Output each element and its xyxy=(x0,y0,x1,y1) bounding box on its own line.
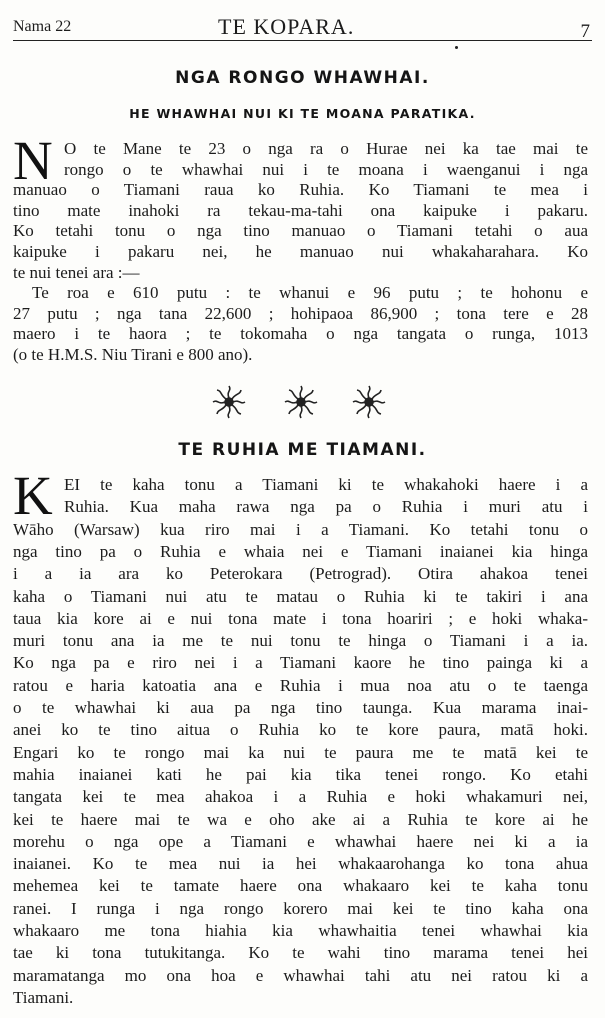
text-line: 27 putu ; nga tana 22,600 ; hohipaoa 86,900 ; tona tere e 28 xyxy=(13,303,588,323)
text-line: inaianei. Ko te mea nui ia hei whakaarohanga ko tona ahua xyxy=(13,854,588,874)
text-line: O te Mane te 23 o nga ra o Hurae nei ka tae mai te xyxy=(64,139,588,158)
issue-number: Nama 22 xyxy=(13,18,72,35)
article1-title: NGA RONGO WHAWHAI. xyxy=(175,68,430,88)
article1-subtitle: HE WHAWHAI NUI KI TE MOANA PARATIKA. xyxy=(129,106,476,121)
text-line: ratou e haria katoatia ana e Ruhia i mua noa atu o te taenga xyxy=(13,675,588,695)
text-line: kaha o Tiamani nui atu te matau o Ruhia ki te takiri i ana xyxy=(13,586,588,606)
text-line: i a ia ara ko Peterokara (Petrograd). Otira ahakoa tenei xyxy=(13,564,588,584)
article2-dropcap: K xyxy=(13,465,53,526)
flower-ornament-icon xyxy=(352,385,386,419)
publication-title: TE KOPARA. xyxy=(218,14,355,39)
text-line: (o te H.M.S. Niu Tirani e 800 ano). xyxy=(13,345,253,364)
text-line: Te roa e 610 putu : te whanui e 96 putu ; te hohonu e xyxy=(32,283,588,303)
text-line: morehu o nga ope a Tiamani e whawhai haere nei ki a ia xyxy=(13,831,588,851)
article1-dropcap: N xyxy=(13,130,53,191)
text-line: manuao o Tiamani raua ko Ruhia. Ko Tiamani te mea i xyxy=(13,180,588,200)
text-line: ranei. I runga i nga rongo korero mai kei te tino kaha ona xyxy=(13,898,588,918)
text-line: Ko nga pa e riro nei i a Tiamani kaore he tino painga ki a xyxy=(13,653,588,673)
text-line: Tiamani. xyxy=(13,987,74,1007)
text-line: taua kia kore ai e nui tona mate i tona hoariri ; e hoki whaka- xyxy=(13,608,588,628)
text-line: Wāho (Warsaw) kua riro mai i a Tiamani. Ko tetahi tonu o xyxy=(13,519,588,539)
text-line: kei te haere mai te wa e oho ake ai a Ruhia te kore ai he xyxy=(13,809,588,829)
text-line: tangata kei te mea ahakoa i a Ruhia e hoki whakamuri nei, xyxy=(13,787,588,807)
text-line: Engari ko te rongo mai ka nui te paura me te matā kei te xyxy=(13,742,588,762)
text-line: Ko tetahi tonu o nga tino manuao o Tiamani tetahi o aua xyxy=(13,221,588,241)
text-line: tino mate inahoki ra tekau-ma-tahi ona kaipuke i pakaru. xyxy=(13,200,588,220)
text-line: o te whawhai ki aua pa nga tino taunga. Kua marama inai- xyxy=(13,698,588,717)
section-divider xyxy=(0,385,605,425)
flower-ornament-icon xyxy=(284,385,318,419)
text-line: rongo o te whawhai nui i te moana i waenganui i nga xyxy=(64,159,588,179)
running-header xyxy=(13,12,592,41)
text-line: tae ki tona tutukitanga. Ko te wahi tino marama tenei hei xyxy=(13,943,588,963)
text-line: nga tino pa o Ruhia e whaia nei e Tiamani inaianei kia hinga xyxy=(13,541,588,561)
flower-ornament-icon xyxy=(212,385,246,419)
text-line: EI te kaha tonu a Tiamani ki te whakahoki haere i a xyxy=(64,475,588,494)
ink-dot xyxy=(455,46,458,49)
page-number: 7 xyxy=(580,21,590,42)
text-line: te nui tenei ara :— xyxy=(13,262,140,282)
text-line: anei ko te tino aitua o Ruhia ko te kore paura, matā hoki. xyxy=(13,720,588,740)
article2-title: TE RUHIA ME TIAMANI. xyxy=(178,440,427,460)
text-line: whakaaro me tona hiahia kia whawhaitia tenei whawhai kia xyxy=(13,921,588,940)
text-line: mehemea kei te tamate haere ona whakaaro kei te kaha tonu xyxy=(13,876,588,896)
text-line: mahia inaianei kati he pai kia tika tenei rongo. Ko etahi xyxy=(13,764,588,784)
text-line: kaipuke i pakaru nei, he manuao nui whakaharahara. Ko xyxy=(13,242,588,261)
text-line: Ruhia. Kua maha rawa nga pa o Ruhia i muri atu i xyxy=(64,497,588,517)
text-line: muri tonu ana ia me te nui tonu te hinga o Tiamani i a ia. xyxy=(13,631,588,651)
text-line: maramatanga mo ona hoa e whawhai tahi atu nei ratou ki a xyxy=(13,965,588,985)
text-line: maero i te haora ; te tokomaha o nga tangata o runga, 1013 xyxy=(13,324,588,344)
